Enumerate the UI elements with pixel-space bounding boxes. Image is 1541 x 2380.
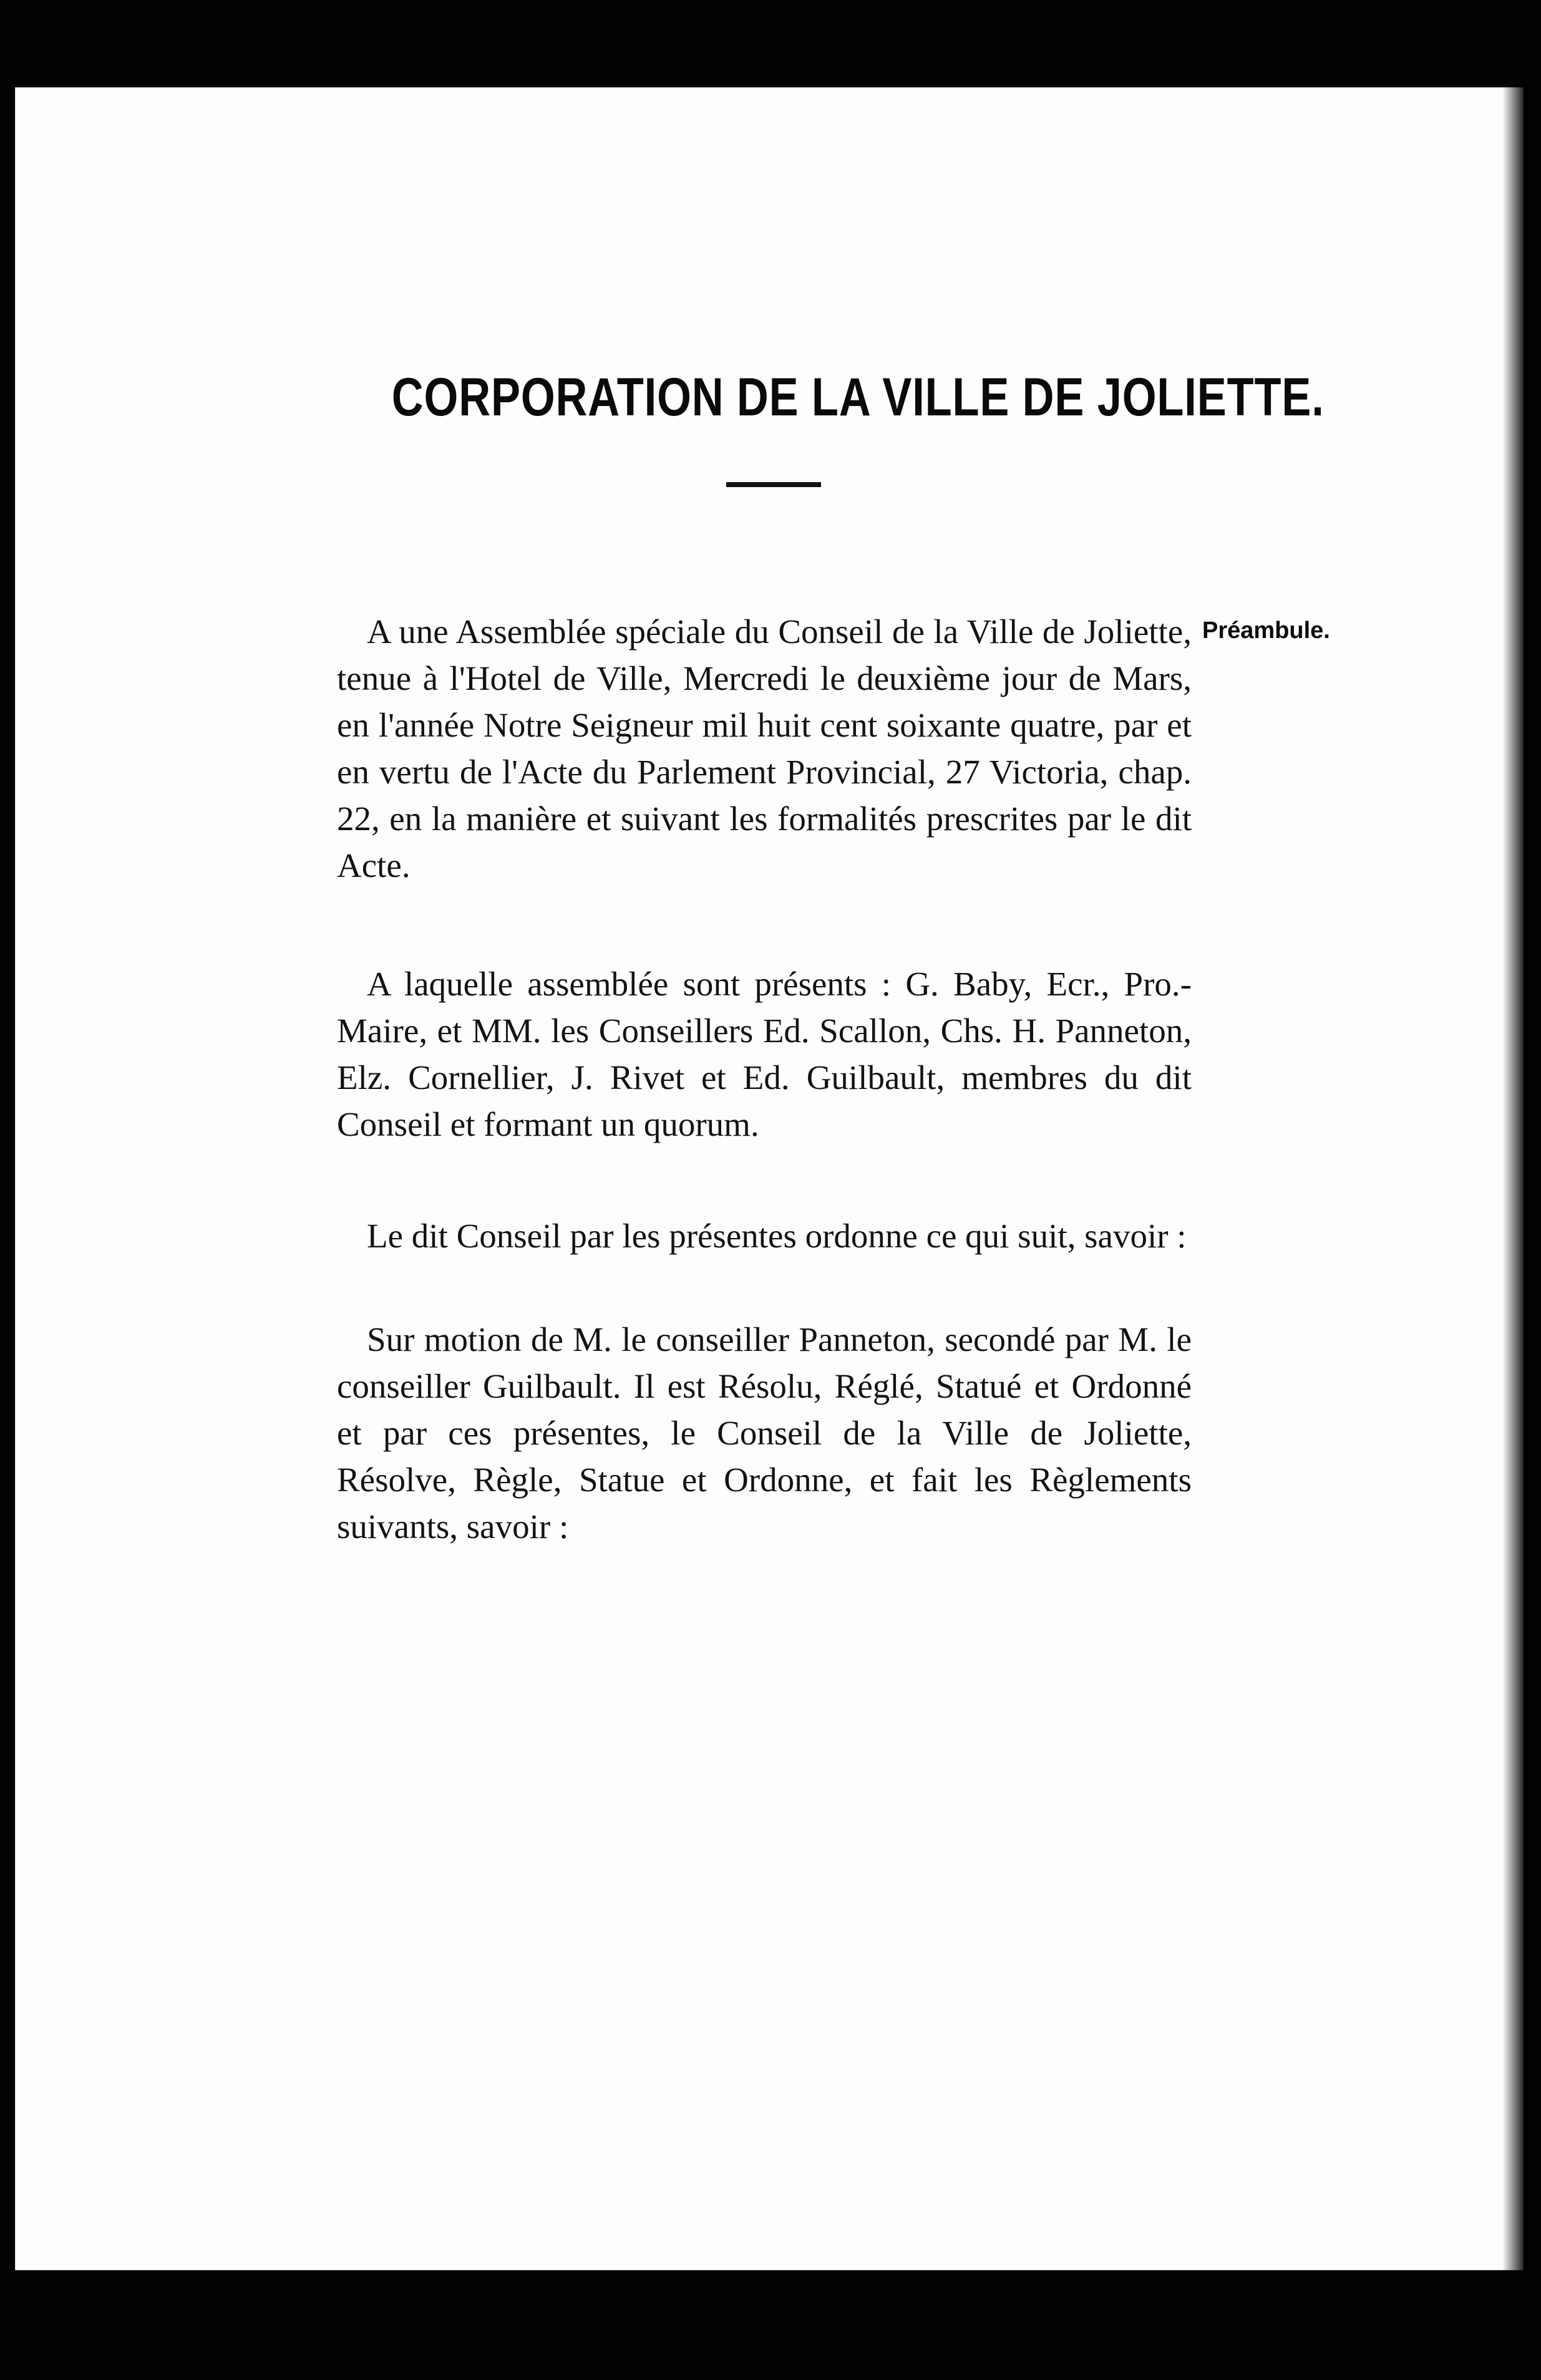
paragraph-ordinance: Le dit Conseil par les présentes ordonne ce qui suit, savoir : [367, 1217, 1187, 1255]
margin-note: Préambule. [1202, 617, 1330, 644]
paragraph-preamble: A une Assemblée spéciale du Conseil de la Ville de Joliette, tenue à l'Hotel de Ville, Mercredi le deuxième jour de Mars, en l'année Notre Seigneur mil huit cent soixante quatre, par et en vertu de l'Acte du Parlement Provincial, 27 Victoria, chap. 22, en la manière et suivant les formalités prescrites par le dit Acte. [337, 612, 1192, 884]
document-title: CORPORATION DE LA VILLE DE JOLIETTE. [391, 367, 1325, 427]
paragraph-motion: Sur motion de M. le conseiller Panneton, secondé par M. le conseiller Guilbault. Il est Résolu, Réglé, Statué et Ordonné et par ces présentes, le Conseil de la Ville de Joliette, Résolve, Règle, Statue et Ordonne, et fait les Règlements suivants, savoir : [337, 1320, 1192, 1546]
title-divider [726, 482, 821, 487]
paragraph-attendees: A laquelle assemblée sont présents : G. Baby, Ecr., Pro.-Maire, et MM. les Conseillers Ed. Scallon, Chs. H. Panneton, Elz. Cornellier, J. Rivet et Ed. Guilbault, membres du dit Conseil et formant un quorum. [337, 965, 1192, 1143]
page-edge-shadow [1502, 87, 1524, 2270]
